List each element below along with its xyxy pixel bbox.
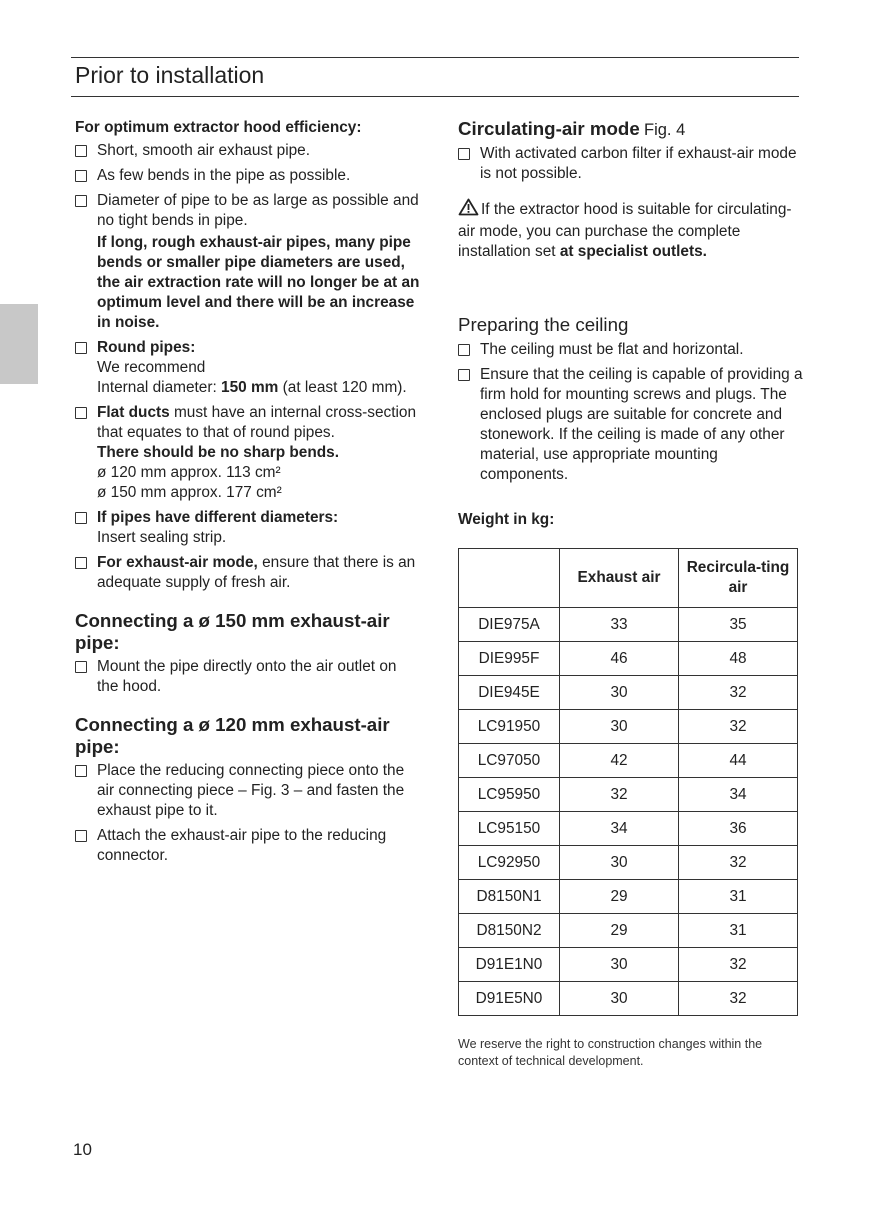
table-cell: 32 [679, 948, 798, 982]
list-item: As few bends in the pipe as possible. [75, 166, 420, 186]
table-cell: 48 [679, 642, 798, 676]
checkbox-icon [75, 765, 87, 777]
round-pipes-label: Round pipes: [97, 339, 196, 356]
table-cell: 30 [560, 982, 679, 1016]
table-row [459, 948, 798, 982]
list-item: With activated carbon filter if exhaust-air mode is not possible. [458, 144, 803, 184]
checkbox-icon [75, 342, 87, 354]
efficiency-heading: For optimum extractor hood efficiency: [75, 119, 362, 136]
flat-ducts-warning: There should be no sharp bends. [97, 444, 340, 461]
table-cell: LC95950 [459, 778, 560, 812]
efficiency-warning: If long, rough exhaust-air pipes, many pipe bends or smaller pipe diameters are used, the air extraction rate will no longer be at an optimum level and there will be an increase in noise. [97, 234, 420, 331]
list-item: Attach the exhaust-air pipe to the reducing connector. [75, 826, 420, 866]
table-cell: DIE995F [459, 642, 560, 676]
table-cell: LC97050 [459, 744, 560, 778]
table-cell: DIE975A [459, 608, 560, 642]
table-row [459, 846, 798, 880]
section-tab-marker [0, 304, 38, 384]
table-cell: 36 [679, 812, 798, 846]
checkbox-icon [75, 557, 87, 569]
flat-ducts-line2: ø 150 mm approx. 177 cm² [97, 484, 282, 501]
table-cell: D8150N2 [459, 914, 560, 948]
table-cell: D91E1N0 [459, 948, 560, 982]
table-cell: 46 [560, 642, 679, 676]
table-cell: 29 [560, 914, 679, 948]
weight-table [458, 548, 798, 1016]
table-row [459, 982, 798, 1016]
checkbox-icon [75, 661, 87, 673]
exhaust-mode-item: For exhaust-air mode, ensure that there is an adequate supply of fresh air. [75, 553, 420, 593]
table-cell: 32 [679, 846, 798, 880]
table-row [459, 608, 798, 642]
list-item: The ceiling must be flat and horizontal. [458, 340, 803, 360]
checkbox-icon [75, 170, 87, 182]
table-cell: 29 [560, 880, 679, 914]
connect-150-heading: Connecting a ø 150 mm exhaust-air pipe: [75, 610, 390, 653]
table-row [459, 880, 798, 914]
table-cell: 33 [560, 608, 679, 642]
table-cell: LC95150 [459, 812, 560, 846]
header-bottom-rule [71, 96, 799, 97]
round-pipes-recommend: We recommend [97, 359, 206, 376]
table-row [459, 914, 798, 948]
weight-heading: Weight in kg: [458, 511, 555, 528]
list-item: Place the reducing connecting piece onto the air connecting piece – Fig. 3 – and fasten the exhaust pipe to it. [75, 761, 420, 821]
table-cell: D91E5N0 [459, 982, 560, 1016]
circulating-fig-ref: Fig. 4 [644, 121, 686, 139]
checkbox-icon [458, 369, 470, 381]
checkbox-icon [75, 195, 87, 207]
circulating-note: If the extractor hood is suitable for circulating-air mode, you can purchase the complete installation set at specialist outlets. [458, 198, 803, 262]
table-cell: D8150N1 [459, 880, 560, 914]
checkbox-icon [75, 830, 87, 842]
header-top-rule [71, 57, 799, 58]
table-header-cell: Exhaust air [560, 549, 679, 608]
footnote: We reserve the right to construction changes within the context of technical development. [458, 1037, 763, 1068]
table-header-cell: Recircula-ting air [679, 549, 798, 608]
round-pipes-item [75, 338, 420, 398]
table-row [459, 744, 798, 778]
checkbox-icon [75, 407, 87, 419]
right-column [458, 118, 803, 1070]
list-item: Mount the pipe directly onto the air outlet on the hood. [75, 657, 420, 697]
list-item: Ensure that the ceiling is capable of providing a firm hold for mounting screws and plugs. The enclosed plugs are suitable for concrete and stonework. If the ceiling is made of any other material, use appropriate mounting components. [458, 365, 803, 485]
checkbox-icon [458, 344, 470, 356]
flat-ducts-line1: ø 120 mm approx. 113 cm² [97, 464, 281, 481]
circulating-heading: Circulating-air mode [458, 118, 640, 139]
list-item: Diameter of pipe to be as large as possible and no tight bends in pipe. If long, rough exhaust-air pipes, many pipe bends or smaller pipe diameters are used, the air extraction rate will no longer be at an optimum level and there will be an increase in noise. [75, 191, 420, 333]
table-cell: 30 [560, 710, 679, 744]
table-cell: LC91950 [459, 710, 560, 744]
table-cell: 31 [679, 914, 798, 948]
table-cell: 42 [560, 744, 679, 778]
table-cell: 32 [679, 710, 798, 744]
page-number: 10 [73, 1140, 92, 1159]
table-cell: 34 [560, 812, 679, 846]
table-cell: 30 [560, 846, 679, 880]
table-cell: 32 [679, 982, 798, 1016]
table-row [459, 676, 798, 710]
table-cell: 30 [560, 948, 679, 982]
table-cell: 31 [679, 880, 798, 914]
table-row [459, 812, 798, 846]
table-row [459, 642, 798, 676]
table-cell: LC92950 [459, 846, 560, 880]
page-title: Prior to installation [75, 62, 265, 88]
table-cell: 32 [679, 676, 798, 710]
connect-120-heading: Connecting a ø 120 mm exhaust-air pipe: [75, 714, 390, 757]
table-cell: 32 [560, 778, 679, 812]
warning-triangle-icon [458, 198, 479, 222]
table-cell: 35 [679, 608, 798, 642]
different-diameters-item: If pipes have different diameters: Insert sealing strip. [75, 508, 420, 548]
ceiling-heading: Preparing the ceiling [458, 314, 629, 335]
left-column [75, 118, 420, 866]
checkbox-icon [75, 512, 87, 524]
checkbox-icon [75, 145, 87, 157]
table-row [459, 710, 798, 744]
table-cell: DIE945E [459, 676, 560, 710]
checkbox-icon [458, 148, 470, 160]
table-cell: 44 [679, 744, 798, 778]
table-cell: 30 [560, 676, 679, 710]
table-header-row [459, 549, 798, 608]
table-header-cell [459, 549, 560, 608]
flat-ducts-item: Flat ducts must have an internal cross-section that equates to that of round pipes. There should be no sharp bends. ø 120 mm approx. 113 cm² ø 150 mm approx. 177 cm² [75, 403, 420, 503]
round-pipes-diameter: Internal diameter: 150 mm (at least 120 mm). [97, 379, 407, 396]
list-item: Short, smooth air exhaust pipe. [75, 141, 420, 161]
circulating-heading-row [458, 118, 803, 141]
table-row [459, 778, 798, 812]
table-cell: 34 [679, 778, 798, 812]
